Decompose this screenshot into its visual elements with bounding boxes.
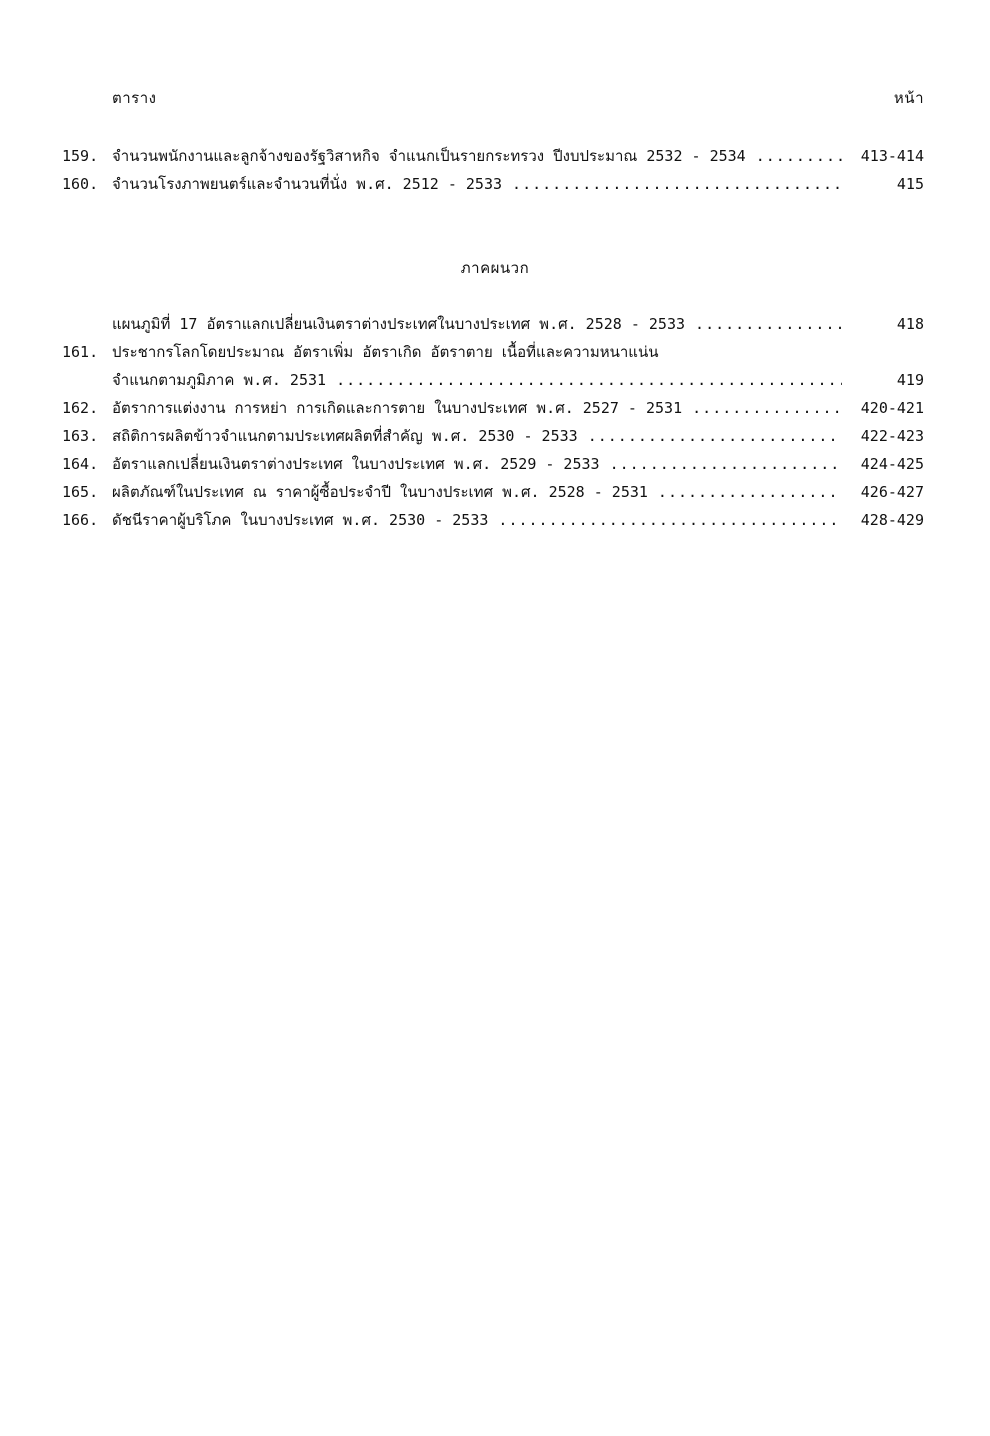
toc-entry (0, 170, 990, 198)
table-column-header: ตาราง (112, 89, 157, 107)
entry-title: อัตราการแต่งงาน การหย่า การเกิดและการตาย ในบางประเทศ พ.ศ. 2527 - 2531 ..... (112, 394, 842, 422)
entry-title: ผลิตภัณฑ์ในประเทศ ณ ราคาผู้ซื้อประจำปี ในบางประเทศ พ.ศ. 2528 - 2531 ..... (112, 478, 842, 506)
entry-title: ดัชนีราคาผู้บริโภค ในบางประเทศ พ.ศ. 2530 - 2533 ..... (112, 506, 842, 534)
toc-entry (0, 422, 990, 450)
entry-title: สถิติการผลิตข้าวจำแนกตามประเทศผลิตที่สำคัญ พ.ศ. 2530 - 2533 ..... (112, 422, 842, 450)
entry-title-line2: จำแนกตามภูมิภาค พ.ศ. 2531 ..... (112, 366, 842, 394)
appendix-list (0, 310, 990, 534)
entry-title: อัตราแลกเปลี่ยนเงินตราต่างประเทศ ในบางประเทศ พ.ศ. 2529 - 2533 ..... (112, 450, 842, 478)
entry-number: 164. (62, 455, 99, 473)
toc-entry (0, 142, 990, 170)
entry-page: 426-427 (860, 483, 924, 501)
entry-number: 166. (62, 511, 99, 529)
entry-number: 165. (62, 483, 99, 501)
entry-number: 161. (62, 343, 99, 361)
entry-number: 163. (62, 427, 99, 445)
entry-number: 159. (62, 147, 99, 165)
entry-page: 422-423 (860, 427, 924, 445)
entry-title-line1: ประชากรโลกโดยประมาณ อัตราเพิ่ม อัตราเกิด อัตราตาย เนื้อที่และความหนาแน่น (112, 343, 659, 361)
toc-entry-continuation (0, 366, 990, 394)
entry-page: 419 (896, 371, 924, 389)
toc-entry (0, 394, 990, 422)
toc-entry (0, 450, 990, 478)
entry-title: แผนภูมิที่ 17 อัตราแลกเปลี่ยนเงินตราต่างประเทศในบางประเทศ พ.ศ. 2528 - 2533 ..... (112, 310, 842, 338)
page-column-header: หน้า (893, 89, 924, 107)
appendix-heading: ภาคผนวก (460, 259, 530, 277)
toc-entry (0, 338, 990, 366)
entry-page: 424-425 (860, 455, 924, 473)
toc-entry-chart (0, 310, 990, 338)
entry-number: 160. (62, 175, 99, 193)
entry-page: 413-414 (860, 147, 924, 165)
entry-page: 420-421 (860, 399, 924, 417)
toc-entry (0, 506, 990, 534)
entry-page: 428-429 (860, 511, 924, 529)
entry-title: จำนวนพนักงานและลูกจ้างของรัฐวิสาหกิจ จำแนกเป็นรายกระทรวง ปีงบประมาณ 2532 - 2534 ..... (112, 142, 842, 170)
entry-page: 418 (896, 315, 924, 333)
entry-title: จำนวนโรงภาพยนตร์และจำนวนที่นั่ง พ.ศ. 2512 - 2533 ..... (112, 170, 842, 198)
entry-page: 415 (896, 175, 924, 193)
entry-number: 162. (62, 399, 99, 417)
table-list (0, 142, 990, 198)
toc-entry (0, 478, 990, 506)
